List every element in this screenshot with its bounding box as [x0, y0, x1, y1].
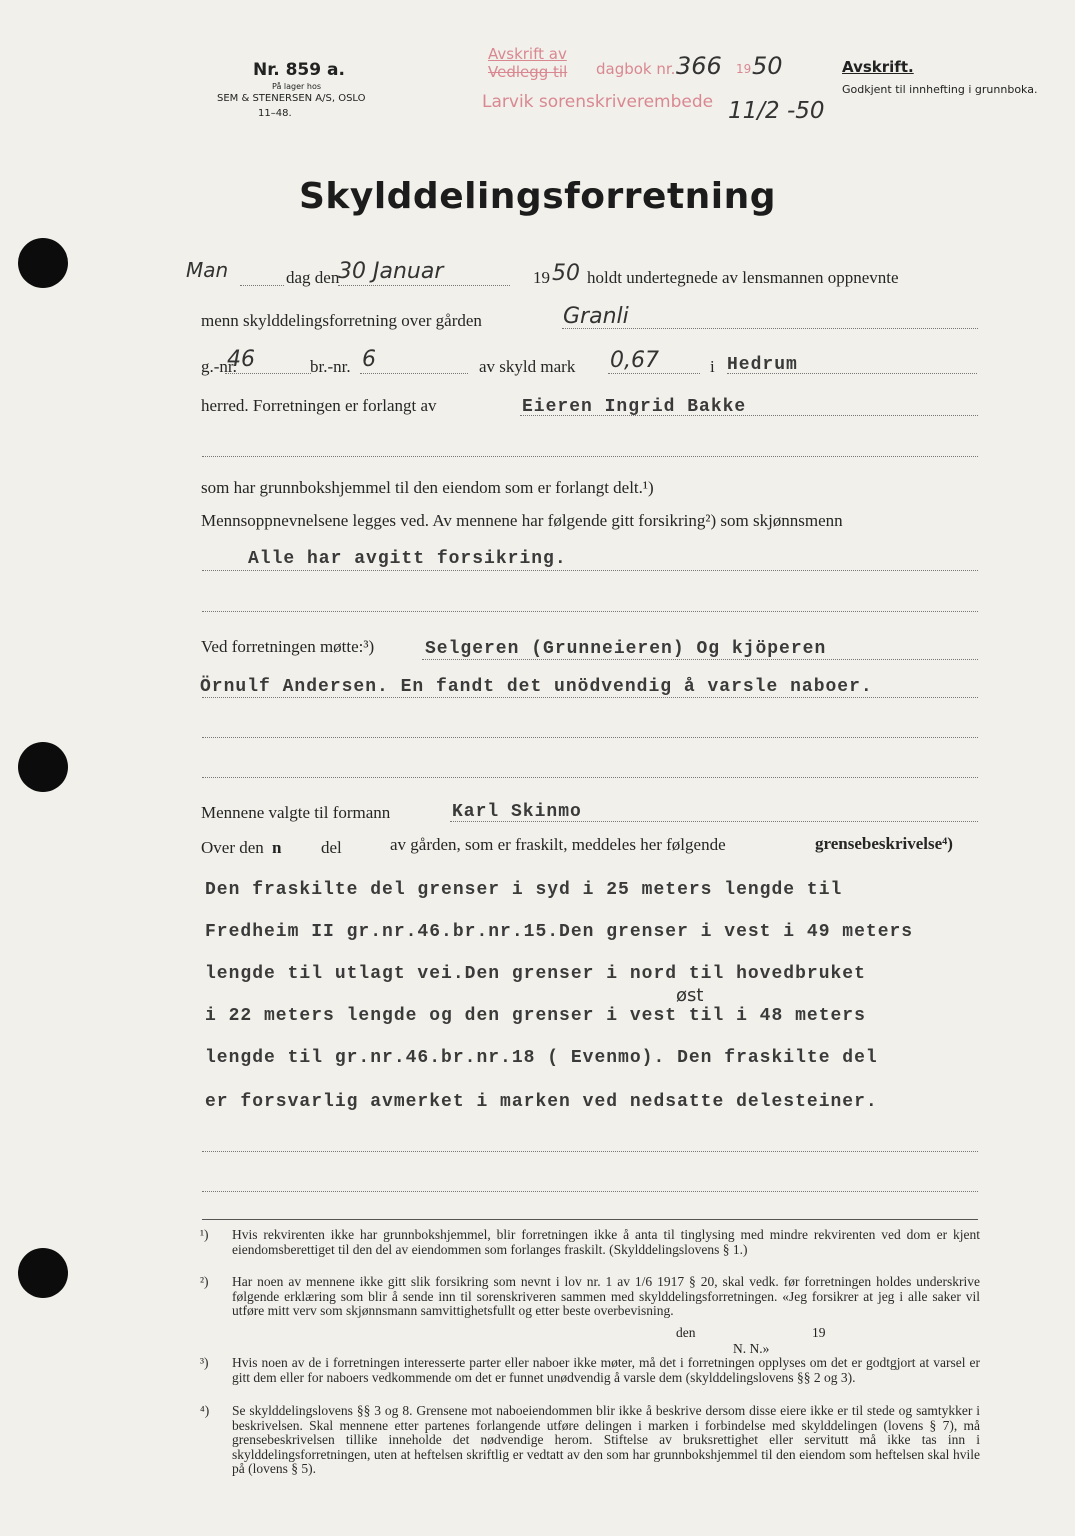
gnr-value: 46 [227, 347, 255, 372]
brnr-label: br.-nr. [310, 357, 351, 376]
brnr-value: 6 [362, 347, 376, 372]
footnote-1-mark: ¹) [200, 1227, 209, 1242]
dag-den-label: dag den [286, 268, 340, 287]
gaarden-label: av gården, som er fraskilt, meddeles her følgende [390, 835, 726, 854]
del-label: del [321, 838, 342, 857]
footnote-separator [202, 1219, 978, 1220]
grunnbok-text: som har grunnbokshjemmel til den eiendom som er forlangt delt.¹) [201, 478, 654, 497]
herred-label: herred. Forretningen er forlangt av [201, 396, 437, 415]
footnote-2 [200, 1275, 980, 1355]
formann-name: Karl Skinmo [452, 802, 582, 822]
menn-label: menn skylddelingsforretning over gården [201, 311, 482, 330]
godkjent-label: Godkjent til innhefting i grunnboka. [842, 83, 1038, 96]
form-number: Nr. 859 a. [253, 60, 345, 80]
stamp-date: 11/2 -50 [728, 98, 825, 124]
footnote-3-mark: ³) [200, 1355, 209, 1370]
footnote-2-nn: N. N.» [733, 1341, 770, 1356]
footnote-3-text: Hvis noen av de i forretningen interesserte parter eller naboer ikke møter, må det i forretningen opplyses om det er godtgjort at varsel er gitt dem eller for naboers vedkommende om det er funnet unødvendig å varsle dem (skylddelingslovens §§ 2 og 3). [232, 1355, 980, 1385]
dagbok-year: 50 [752, 52, 783, 80]
stamp-vedlegg-til: Vedlegg til [488, 63, 568, 81]
i-label: i [710, 357, 715, 376]
menns-text: Mennsoppnevnelsene legges ved. Av mennene har følgende gitt forsikring²) som skjønnsmenn [201, 511, 843, 530]
binder-hole-bottom [18, 1248, 68, 1298]
requester: Eieren Ingrid Bakke [522, 397, 747, 417]
motte-label: Ved forretningen møtte:³) [201, 637, 375, 656]
publisher-line3: 11–48. [258, 108, 292, 119]
footnote-3 [200, 1356, 980, 1404]
description-line-4: i 22 meters lengde og den grenser i vest til i 48 meters [205, 1006, 866, 1026]
motte-text-1: Selgeren (Grunneieren) Og kjöperen [425, 639, 827, 659]
dagbok-number: 366 [676, 52, 722, 80]
skyld-value: 0,67 [610, 348, 659, 373]
description-line-6: er forsvarlig avmerket i marken ved nedsatte delesteiner. [205, 1092, 878, 1112]
binder-hole-middle [18, 742, 68, 792]
footnote-2-text: Har noen av mennene ikke gitt slik forsikring som nevnt i lov nr. 1 av 1/6 1917 § 20, skal vedk. før forretningen holdes underskrive følgende erklæring som blir å sende inn til sorenskriveren sammen med skylddelingsforretningen. «Jeg forsikrer at jeg i alle saker vil utføre mitt verv som skjønnsmann samvittighetsfullt og etter beste overbevisning. [232, 1274, 980, 1318]
year-field: 50 [552, 261, 580, 286]
description-line-3: lengde til utlagt vei.Den grenser i nord til hovedbruket [205, 964, 866, 984]
ost-correction: øst [676, 985, 704, 1006]
footnote-4 [200, 1404, 980, 1484]
publisher-line2: SEM & STENERSEN A/S, OSLO [217, 93, 366, 104]
footnote-4-mark: ⁴) [200, 1403, 210, 1418]
grensebeskrivelse-label: grensebeskrivelse⁴) [815, 834, 953, 853]
description-line-5: lengde til gr.nr.46.br.nr.18 ( Evenmo). Den fraskilte del [205, 1048, 878, 1068]
over-den-handwritten: n [272, 838, 282, 857]
avskrift-label: Avskrift. [842, 58, 914, 76]
binder-hole-top [18, 238, 68, 288]
farm-name: Granli [563, 304, 629, 329]
footnote-2-den: den [676, 1325, 696, 1340]
footnote-1-text: Hvis rekvirenten ikke har grunnbokshjemmel, blir forretningen ikke å anta til tinglysing med mindre rekvirenten ved dom er kjent eiendomsberettiget til den del av eiendommen som forlanges fraskilt. (Skylddelingslovens § 1.) [232, 1227, 980, 1257]
skyld-label: av skyld mark [479, 357, 576, 376]
motte-text-2: Örnulf Andersen. En fandt det unödvendig å varsle naboer. [200, 677, 873, 697]
year-prefix: 19 [533, 268, 550, 287]
stamp-avskrift-av: Avskrift av [488, 45, 567, 63]
footnote-4-text: Se skylddelingslovens §§ 3 og 8. Grensene mot naboeiendommen blir ikke å beskrive dersom disse eiere ikke er til stede og samtykker i beskrivelsen. Skal mennene etter partenes forlangende utføre delingen i marken i forbindelse med skylddelingen (lovens § 7), må grensebeskrivelsen tillike inneholde det nødvendige herom. Stiftelse av bruksrettighet eller servitutt må ikke tas inn i skylddelingsforretningen, uten at heftelsen skriftlig er vedtatt av den som har grunnbokshjemmel til den eiendom som heftelsen skal hvile på (lovens § 5). [232, 1403, 980, 1476]
dagbok-year-prefix: 19 [736, 62, 752, 76]
footnote-2-year: 19 [812, 1325, 826, 1340]
publisher-line1: På lager hos [272, 82, 321, 91]
date-field: 30 Januar [338, 259, 444, 284]
over-label: Over den [201, 838, 264, 857]
gnr-label: g.-nr. [201, 357, 237, 376]
holdt-text: holdt undertegnede av lensmannen oppnevnte [587, 268, 899, 287]
municipality: Hedrum [727, 355, 798, 375]
footnote-2-mark: ²) [200, 1274, 209, 1289]
description-line-2: Fredheim II gr.nr.46.br.nr.15.Den grenser i vest i 49 meters [205, 922, 914, 942]
stamp-dagbok-label: dagbok nr. [596, 60, 676, 78]
document-title: Skylddelingsforretning [298, 176, 777, 217]
formann-label: Mennene valgte til formann [201, 803, 391, 822]
footnote-1 [200, 1228, 980, 1272]
forsikring-text: Alle har avgitt forsikring. [248, 549, 567, 569]
day-name: Man [186, 258, 229, 282]
description-line-1: Den fraskilte del grenser i syd i 25 meters lengde til [205, 880, 843, 900]
stamp-office: Larvik sorenskriverembede [482, 92, 714, 112]
